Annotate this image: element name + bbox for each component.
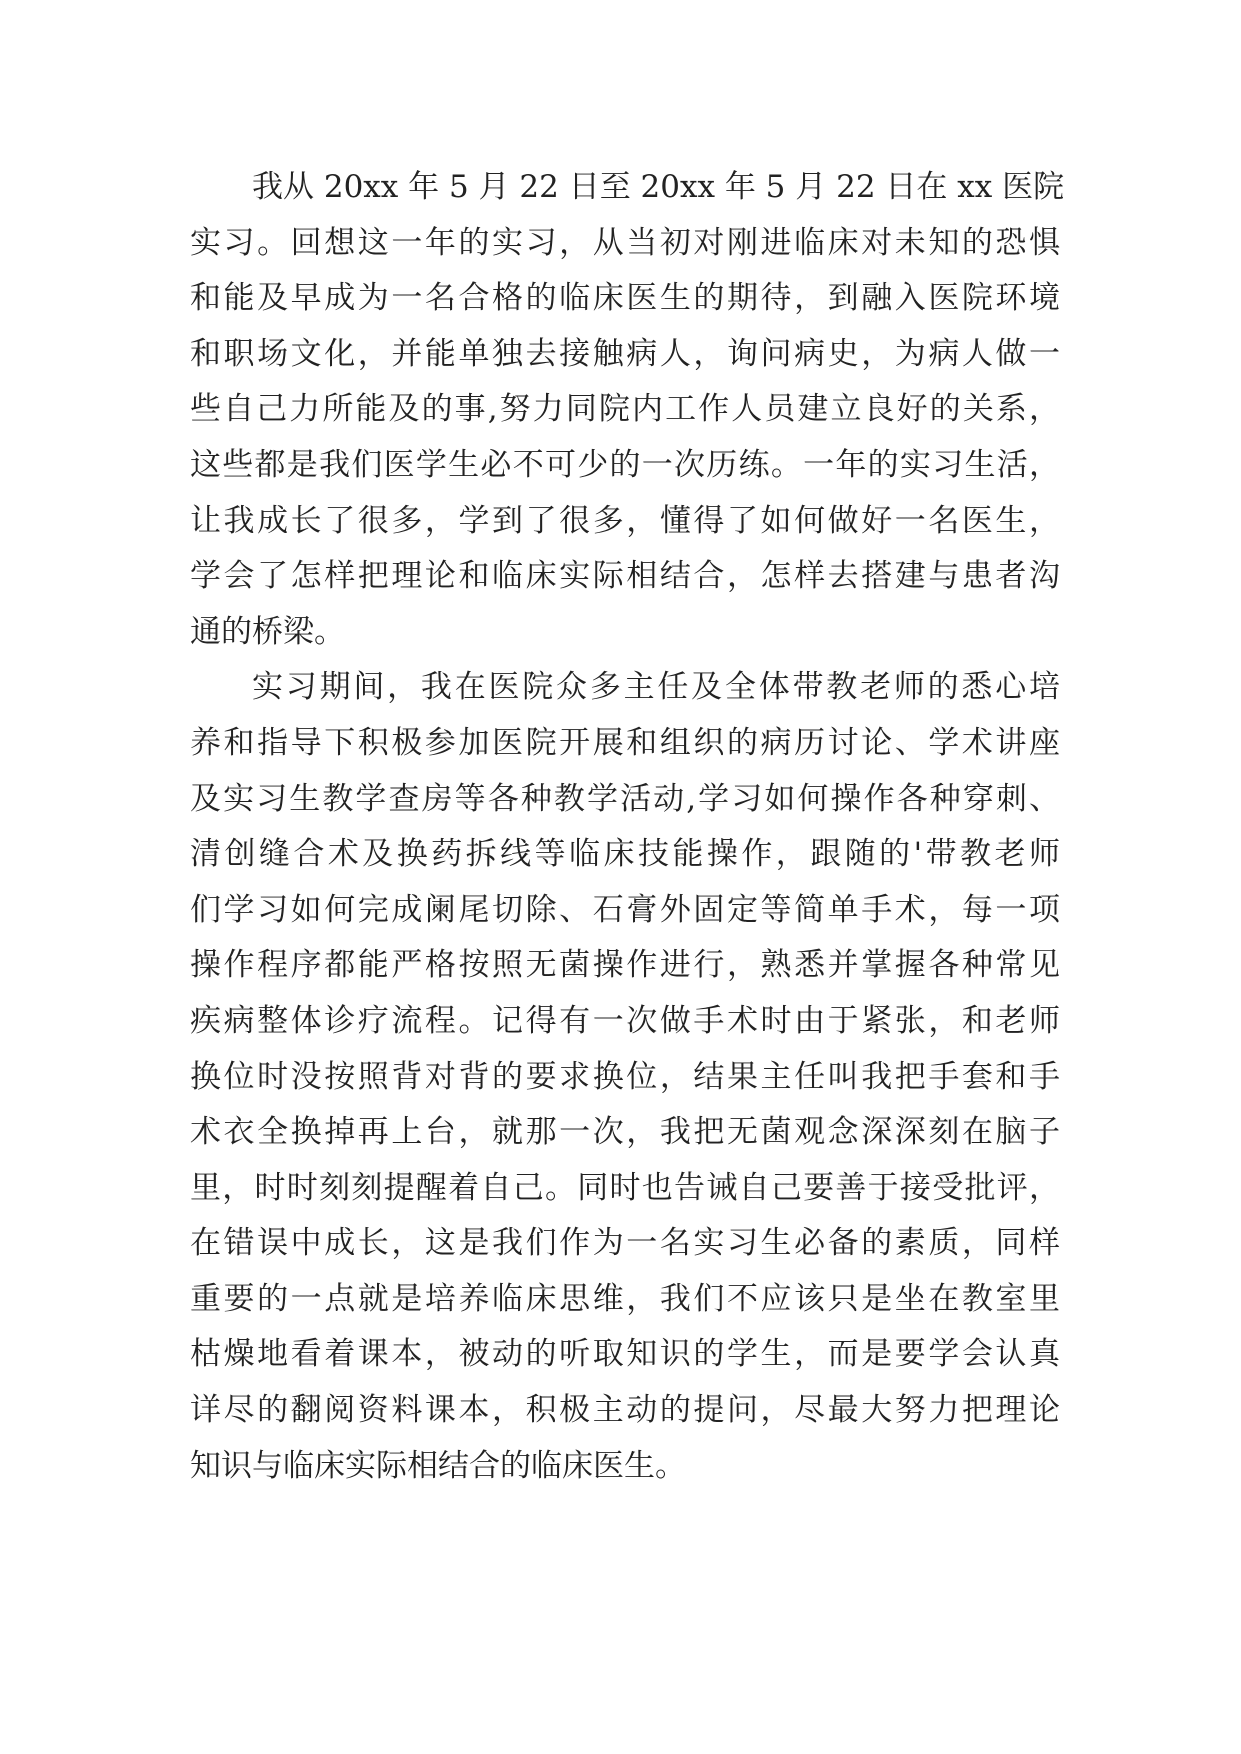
text-line: 通的桥梁。 (190, 613, 345, 650)
text-line: 些自己力所能及的事,努力同院内工作人员建立良好的关系， (190, 391, 1060, 428)
text-line: 实习期间，我在医院众多主任及全体带教老师的悉心培 (252, 669, 1060, 706)
text-line: 疾病整体诊疗流程。记得有一次做手术时由于紧张，和老师 (190, 1002, 1060, 1039)
text-line: 知识与临床实际相结合的临床医生。 (190, 1447, 686, 1484)
text-line: 操作程序都能严格按照无菌操作进行，熟悉并掌握各种常见 (190, 947, 1060, 984)
text-line: 实习。回想这一年的实习，从当初对刚进临床对未知的恐惧 (190, 224, 1060, 261)
paragraph-2 (190, 660, 1060, 1494)
document-body (190, 160, 1065, 1494)
text-line: 详尽的翻阅资料课本，积极主动的提问，尽最大努力把理论 (190, 1392, 1060, 1429)
text-line: 这些都是我们医学生必不可少的一次历练。一年的实习生活， (190, 446, 1060, 483)
text-line: 及实习生教学查房等各种教学活动,学习如何操作各种穿刺、 (190, 780, 1060, 817)
text-line: 里，时时刻刻提醒着自己。同时也告诫自己要善于接受批评， (190, 1169, 1060, 1206)
text-line: 们学习如何完成阑尾切除、石膏外固定等简单手术，每一项 (190, 891, 1060, 928)
text-line: 在错误中成长，这是我们作为一名实习生必备的素质，同样 (190, 1225, 1060, 1262)
text-line: 让我成长了很多，学到了很多，懂得了如何做好一名医生， (190, 502, 1060, 539)
text-line: 养和指导下积极参加医院开展和组织的病历讨论、学术讲座 (190, 724, 1060, 761)
text-line: 学会了怎样把理论和临床实际相结合，怎样去搭建与患者沟 (190, 558, 1060, 595)
text-line: 枯燥地看着课本，被动的听取知识的学生，而是要学会认真 (190, 1336, 1060, 1373)
text-line: 术衣全换掉再上台，就那一次，我把无菌观念深深刻在脑子 (190, 1114, 1060, 1151)
paragraph-1 (190, 160, 1065, 660)
text-line: 我从 20xx 年 5 月 22 日至 20xx 年 5 月 22 日在 xx 医院 (252, 169, 1065, 205)
text-line: 和职场文化，并能单独去接触病人，询问病史，为病人做一 (190, 335, 1060, 372)
text-line: 换位时没按照背对背的要求换位，结果主任叫我把手套和手 (190, 1058, 1060, 1095)
text-line: 重要的一点就是培养临床思维，我们不应该只是坐在教室里 (190, 1280, 1060, 1317)
text-line: 和能及早成为一名合格的临床医生的期待，到融入医院环境 (190, 280, 1060, 317)
text-line: 清创缝合术及换药拆线等临床技能操作，跟随的'带教老师 (190, 836, 1060, 873)
